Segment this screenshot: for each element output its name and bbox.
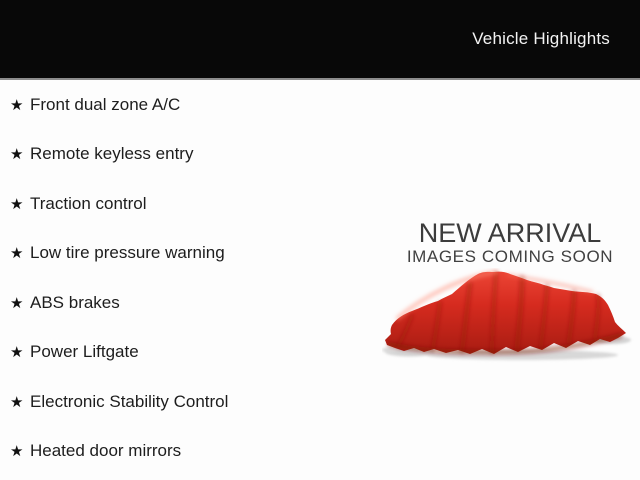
- card-body: [0, 80, 640, 478]
- feature-label: Front dual zone A/C: [30, 94, 181, 114]
- covered-car-icon: [382, 268, 638, 364]
- star-bullet-icon: ★: [10, 294, 24, 312]
- feature-label: Low tire pressure warning: [30, 243, 225, 263]
- page-title: Vehicle Highlights: [472, 29, 610, 48]
- star-bullet-icon: ★: [10, 96, 24, 114]
- feature-list-item: [8, 377, 640, 427]
- new-arrival-text: NEW ARRIVAL: [418, 218, 602, 248]
- feature-label: Power Liftgate: [30, 342, 139, 362]
- star-bullet-icon: ★: [10, 443, 24, 461]
- feature-label: ABS brakes: [30, 292, 120, 312]
- feature-list-item: [8, 427, 640, 477]
- feature-list-item: [8, 130, 640, 180]
- feature-label: Heated door mirrors: [30, 441, 182, 461]
- vehicle-image-placeholder: [382, 220, 638, 364]
- images-coming-soon-text: IMAGES COMING SOON: [406, 247, 614, 266]
- feature-label: Electronic Stability Control: [30, 391, 229, 411]
- feature-list-item: [8, 80, 640, 130]
- header-bar: [0, 0, 640, 80]
- star-bullet-icon: ★: [10, 393, 24, 411]
- feature-label: Remote keyless entry: [30, 144, 194, 164]
- feature-label: Traction control: [30, 193, 147, 213]
- star-bullet-icon: ★: [10, 245, 24, 263]
- star-bullet-icon: ★: [10, 195, 24, 213]
- star-bullet-icon: ★: [10, 146, 24, 164]
- star-bullet-icon: ★: [10, 344, 24, 362]
